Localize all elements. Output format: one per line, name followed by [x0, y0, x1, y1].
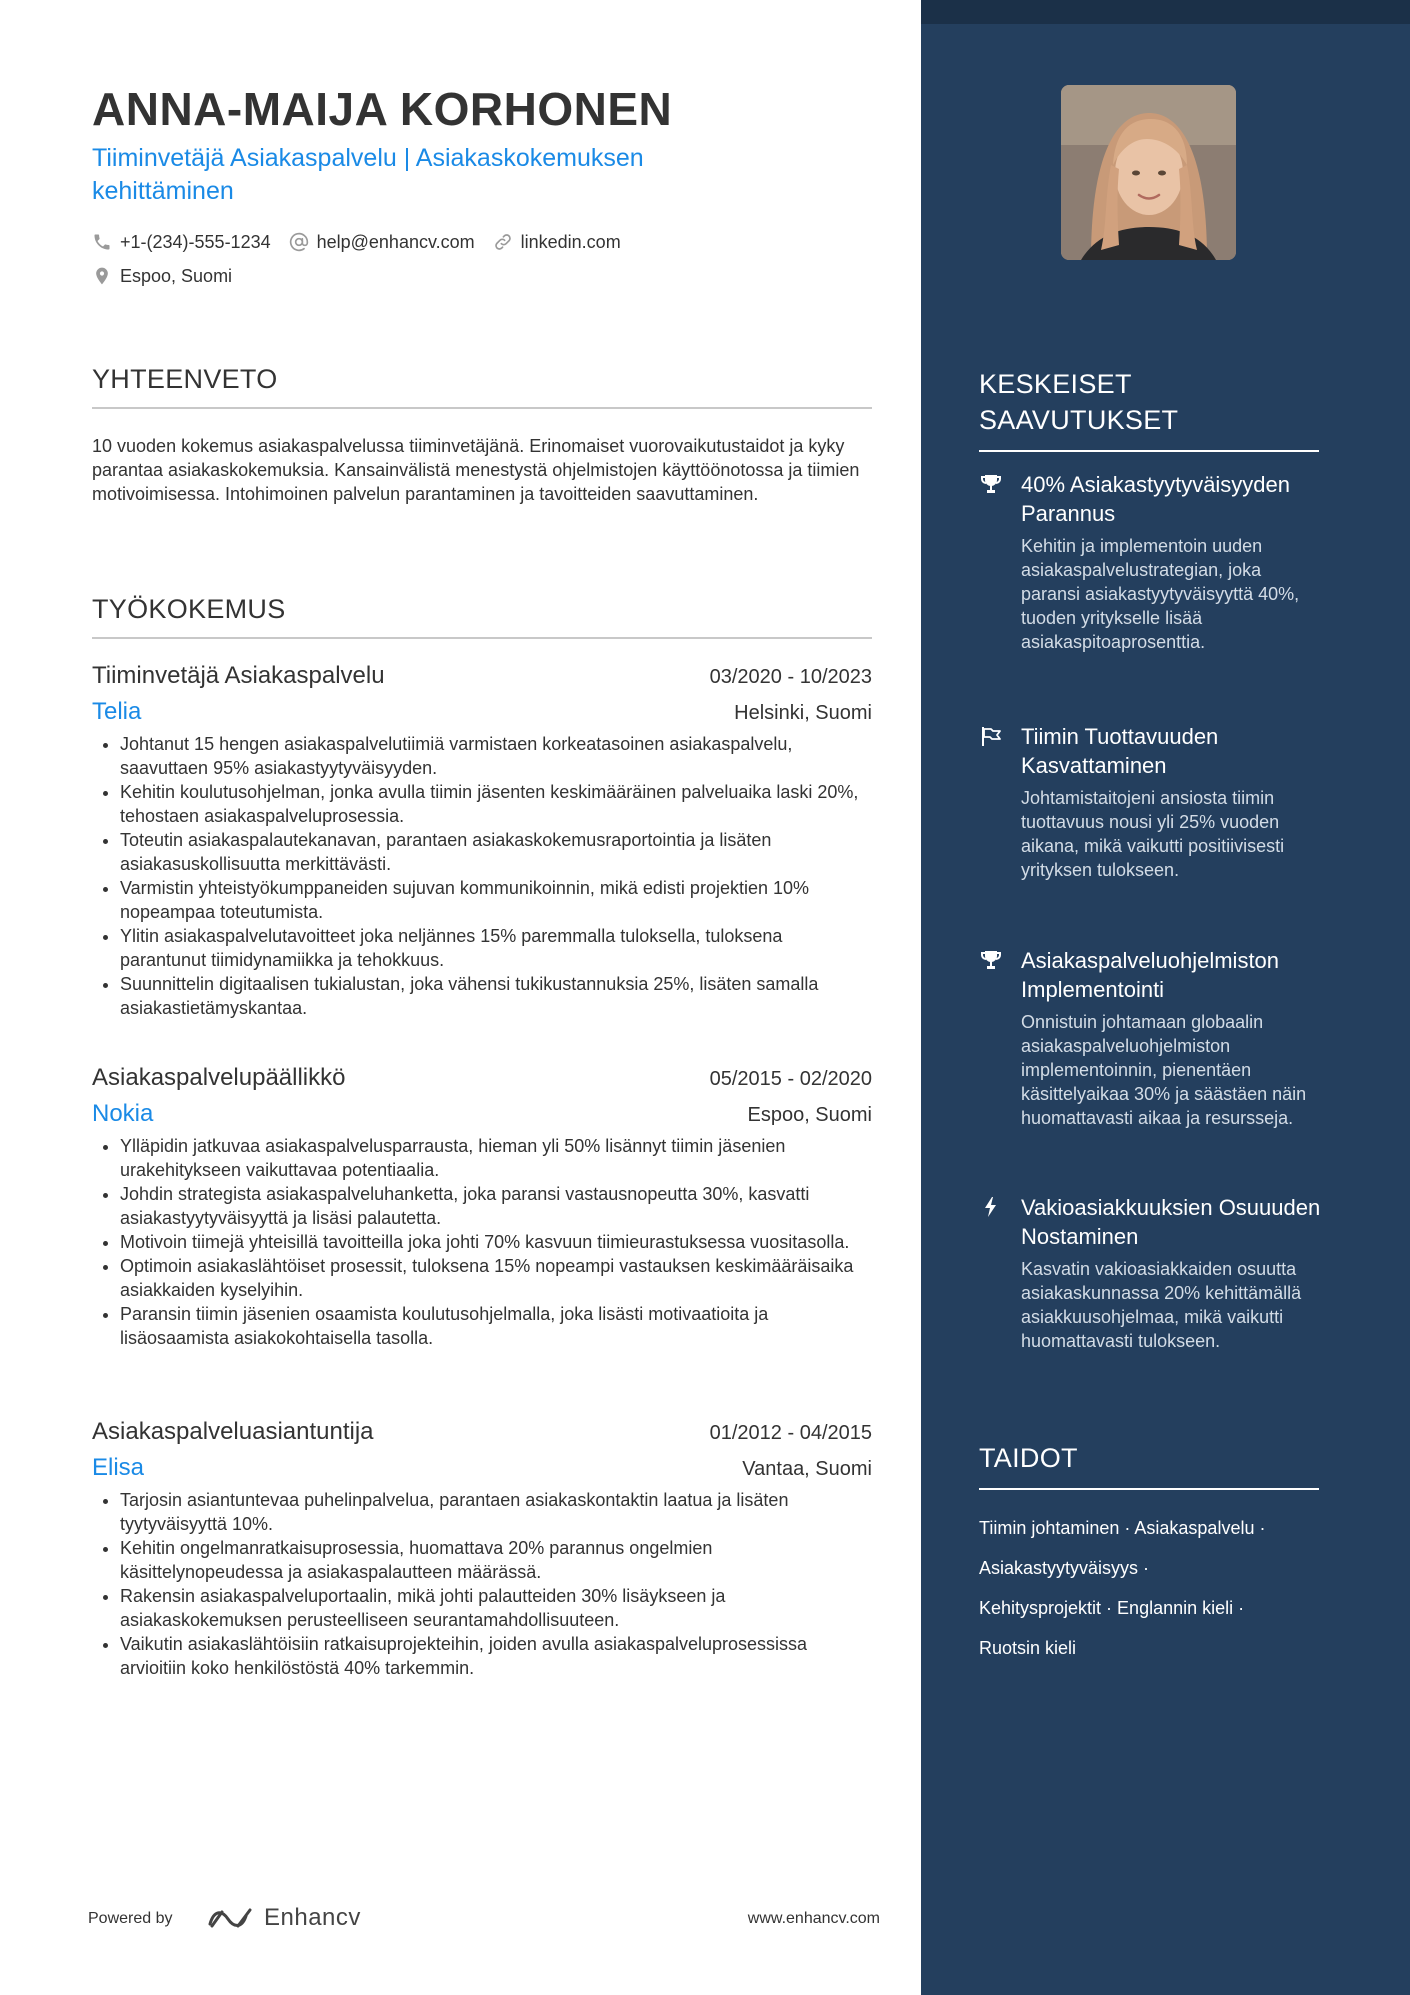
candidate-headline: Tiiminvetäjä Asiakaspalvelu | Asiakaskokemuksen kehittäminen — [92, 144, 644, 205]
phone-text: +1-(234)-555-1234 — [120, 231, 271, 252]
summary-section-title: YHTEENVETO — [92, 364, 872, 409]
contact-phone — [92, 232, 271, 253]
sidebar — [921, 0, 1410, 1995]
job-bullet: • Johtanut 15 hengen asiakaspalvelutiimiä varmistaen korkeatasoinen asiakaspalvelu, saavuttaen 95% asiakastyytyväisyyden. — [120, 732, 872, 780]
job-bullet: • Vaikutin asiakaslähtöisiin ratkaisuprojekteihin, joiden avulla asiakaspalveluprosessissa arvioitiin koko henkilöstöstä 40% tarkemmin. — [120, 1632, 872, 1680]
phone-icon — [92, 232, 112, 252]
achievement-item — [979, 470, 1324, 654]
job-bullet: • Optimoin asiakaslähtöiset prosessit, tuloksena 15% nopeampi vastauksen keskimääräisaika asiakkaiden kyselyihin. — [120, 1254, 872, 1302]
contact-email[interactable] — [289, 232, 475, 253]
skills-section-title: TAIDOT — [979, 1440, 1319, 1490]
skills-line: Ruotsin kieli — [979, 1638, 1077, 1658]
job-bullet: • Toteutin asiakaspalautekanavan, parantaen asiakaskokemusraportointia ja lisäten asiakasuskollisuutta merkittävästi. — [120, 828, 872, 876]
job-bullet: • Ylitin asiakaspalvelutavoitteet joka neljännes 15% paremmalla tuloksella, tuloksena parantunut tiimidynamiikka ja tehokkuus. — [120, 924, 872, 972]
skills-list — [979, 1508, 1324, 1668]
job-bullet: • Ylläpidin jatkuvaa asiakaspalvelusparrausta, hieman yli 50% lisännyt tiimin jäsenien urakehitykseen vaikuttavaa potentiaalia. — [120, 1134, 872, 1182]
job-location: Espoo, Suomi — [747, 1104, 872, 1126]
skills-line: Tiimin johtaminen · Asiakaspalvelu · — [979, 1518, 1266, 1538]
email-text[interactable]: help@enhancv.com — [316, 231, 475, 252]
job-bullet: • Suunnittelin digitaalisen tukialustan, joka vähensi tukikustannuksia 25%, lisäten samalla asiakastietämyskantaa. — [120, 972, 872, 1020]
job-location: Vantaa, Suomi — [742, 1458, 872, 1480]
job-entry — [92, 662, 872, 1020]
achievement-title: Tiimin Tuottavuuden Kasvattaminen — [1021, 724, 1219, 778]
achievement-item — [979, 722, 1324, 882]
enhancv-brand-name: Enhancv — [264, 1904, 361, 1931]
job-title: Tiiminvetäjä Asiakaspalvelu — [92, 662, 385, 689]
achievement-title: Asiakaspalveluohjelmiston Implementointi — [1021, 948, 1280, 1002]
job-dates: 05/2015 - 02/2020 — [709, 1068, 872, 1090]
achievement-title: Vakioasiakkuuksien Osuuuden Nostaminen — [1021, 1195, 1321, 1249]
job-location: Helsinki, Suomi — [734, 702, 872, 724]
candidate-name: ANNA-MAIJA KORHONEN — [92, 83, 673, 135]
achievement-item — [979, 1193, 1324, 1353]
achievement-description: Kehitin ja implementoin uuden asiakaspalvelustrategian, joka paransi asiakastyytyväisyyttä 40%, tuoden yritykselle lisää asiakaspitoaprosenttia. — [1021, 536, 1300, 652]
company-name: Elisa — [92, 1454, 145, 1481]
profile-photo-illustration — [1061, 85, 1236, 260]
company-name: Telia — [92, 698, 142, 725]
lightning-icon — [979, 1195, 1003, 1219]
company-name: Nokia — [92, 1100, 154, 1127]
job-title: Asiakaspalveluasiantuntija — [92, 1418, 374, 1445]
skills-line: Kehitysprojektit · Englannin kieli · — [979, 1598, 1245, 1618]
job-bullet: • Johdin strategista asiakaspalveluhanketta, joka paransi vastausnopeutta 30%, kasvatti asiakastyytyväisyyttä ja lisäsi palautetta. — [120, 1182, 872, 1230]
enhancv-logo-icon — [206, 1906, 256, 1932]
experience-section-title: TYÖKOKEMUS — [92, 594, 872, 639]
job-bullet: • Paransin tiimin jäsenien osaamista koulutusohjelmalla, joka lisästi motivaatioita ja lisäosaamista asiakokohtaisella tasolla. — [120, 1302, 872, 1350]
job-bullet: • Tarjosin asiantuntevaa puhelinpalvelua, parantaen asiakaskontaktin laatua ja lisäten tyytyväisyyttä 10%. — [120, 1488, 872, 1536]
job-bullet: • Varmistin yhteistyökumppaneiden sujuvan kommunikoinnin, mikä edisti projektien 10% nopeampaa toteutumista. — [120, 876, 872, 924]
job-entry — [92, 1064, 872, 1350]
trophy-icon — [979, 948, 1003, 972]
link-icon — [493, 232, 513, 252]
job-bullets — [92, 1134, 872, 1350]
location-pin-icon — [92, 266, 112, 286]
achievement-item — [979, 946, 1324, 1130]
job-bullet: • Kehitin ongelmanratkaisuprosessia, huomattava 20% parannus ongelmien käsittelynopeudessa ja asiakaspalautteen määrässä. — [120, 1536, 872, 1584]
job-bullet: • Kehitin koulutusohjelman, jonka avulla tiimin jäsenten keskimääräinen palveluaika laski 20%, tehostaen asiakaspalveluprosessia. — [120, 780, 872, 828]
achievement-description: Johtamistaitojeni ansiosta tiimin tuottavuus nousi yli 25% vuoden aikana, mikä vaikutti positiivisesti yrityksen tulokseen. — [1021, 788, 1285, 880]
website-link[interactable]: www.enhancv.com — [747, 1910, 880, 1927]
footer — [88, 1902, 880, 1936]
contact-info — [92, 228, 872, 296]
achievement-description: Kasvatin vakioasiakkaiden osuutta asiakaskunnassa 20% kehittämällä asiakkuusohjelmaa, mikä vaikutti huomattavasti tulokseen. — [1021, 1259, 1302, 1351]
trophy-icon — [979, 472, 1003, 496]
linkedin-text[interactable]: linkedin.com — [520, 231, 621, 252]
profile-photo — [1061, 85, 1236, 260]
contact-location — [92, 266, 232, 287]
achievement-title: 40% Asiakastyytyväisyyden Parannus — [1021, 472, 1291, 526]
job-dates: 03/2020 - 10/2023 — [709, 666, 872, 688]
job-bullets — [92, 732, 872, 1020]
job-bullet: • Motivoin tiimejä yhteisillä tavoitteilla joka johti 70% kasvuun tiimieurastuksessa vuositasolla. — [120, 1230, 872, 1254]
contact-row — [92, 228, 872, 256]
skills-line: Asiakastyytyväisyys · — [979, 1558, 1150, 1578]
achievement-description: Onnistuin johtamaan globaalin asiakaspalveluohjelmiston implementoinnin, pienentäen käsittelyaikaa 30% ja säästäen näin huomattavasti aikaa ja resursseja. — [1021, 1012, 1307, 1128]
job-entry — [92, 1418, 872, 1680]
contact-row — [92, 262, 872, 290]
job-dates: 01/2012 - 04/2015 — [709, 1422, 872, 1444]
job-title: Asiakaspalvelupäällikkö — [92, 1064, 346, 1091]
contact-linkedin[interactable] — [493, 232, 621, 253]
job-bullet: • Rakensin asiakaspalveluportaalin, mikä johti palautteiden 30% lisäykseen ja asiakaskokemuksen perusteelliseen seurantamahdollisuuteen. — [120, 1584, 872, 1632]
at-icon — [289, 232, 309, 252]
job-bullets — [92, 1488, 872, 1680]
achievements-section-title: KESKEISET SAAVUTUKSET — [979, 366, 1319, 452]
powered-by-text: Powered by — [88, 1910, 173, 1927]
location-text: Espoo, Suomi — [120, 265, 233, 286]
sidebar-top-bar — [921, 0, 1410, 24]
flag-icon — [979, 724, 1003, 748]
summary-text: 10 vuoden kokemus asiakaspalvelussa tiiminvetäjänä. Erinomaiset vuorovaikutustaidot ja kyky parantaa asiakaskokemuksia. Kansainvälistä menestystä ohjelmistojen käyttöönotossa ja tiimien motivoimisessa. Intohimoinen palvelun parantaminen ja tavoitteiden saavuttaminen. — [92, 436, 860, 504]
